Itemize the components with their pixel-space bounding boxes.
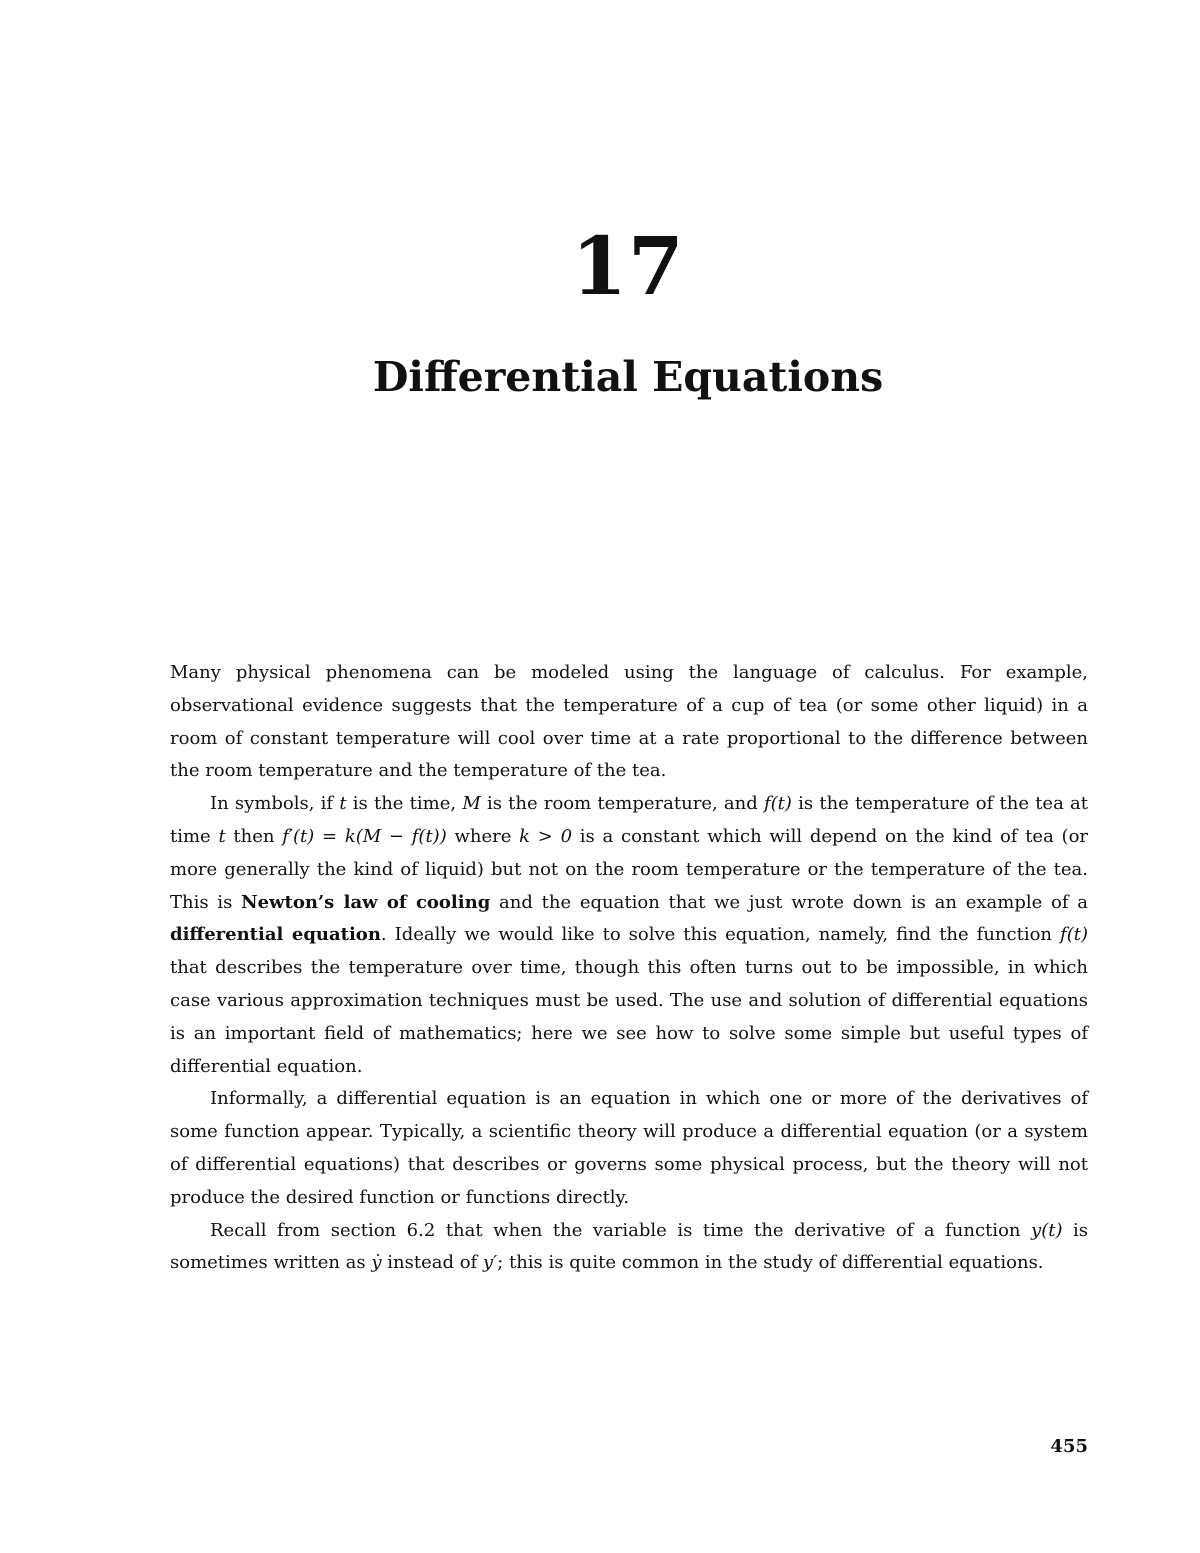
text-run: where [446, 825, 520, 847]
math-y-dot: ẏ [371, 1252, 382, 1274]
paragraph-informal-definition: Informally, a differential equation is an equation in which one or more of the derivatives of some function appear. Typically, a scientific theory will produce a differential equation (or a system of differential equations) that describes or governs some physical process, but the theory will not produce the desired function or functions directly. [170, 1088, 1088, 1208]
chapter-number: 17 [571, 219, 685, 313]
term-differential-equation: differential equation [170, 924, 381, 946]
text-run: that describes the temperature over time, though this often turns out to be impossible, in which case various approximation techniques must be used. The use and solution of differential equations is an important field of mathematics; here we see how to solve some simple but useful types of differential equation. [170, 957, 1088, 1077]
math-cooling-equation: f′(t) = k(M − f(t)) [282, 825, 447, 847]
math-f-of-t: f(t) [1060, 924, 1088, 946]
paragraph-intro: Many physical phenomena can be modeled using the language of calculus. For example, observational evidence suggests that the temperature of a cup of tea (or some other liquid) in a room of constant temperature will cool over time at a rate proportional to the difference between the room temperature and the temperature of the tea. [170, 662, 1088, 782]
text-run: is a constant which will depend on the kind of tea (or more generally the kind of liquid) but not on the room temperature or the temperature of the tea. This is [170, 825, 1089, 913]
math-t: t [339, 793, 347, 815]
math-M: M [462, 793, 481, 815]
paragraph-dot-notation [170, 1215, 1088, 1281]
text-run: then [225, 825, 283, 847]
math-f-of-t: f(t) [763, 793, 792, 815]
text-run: . Ideally we would like to solve this equation, namely, find the function [380, 924, 1061, 946]
math-y-of-t: y(t) [1031, 1219, 1063, 1241]
text-run: is the room temperature, and [480, 793, 764, 815]
math-y-prime: y′ [482, 1252, 498, 1274]
chapter-title: Differential Equations [372, 353, 884, 401]
term-newtons-law-of-cooling: Newton’s law of cooling [241, 891, 491, 913]
body-text [170, 657, 1088, 1280]
math-t: t [218, 825, 226, 847]
text-run: instead of [381, 1252, 483, 1274]
text-run: and the equation that we just wrote down is an example of a [490, 891, 1088, 913]
text-run: is sometimes written as [170, 1219, 1089, 1274]
paragraph-newtons-law [170, 788, 1088, 1083]
text-run: Recall from section 6.2 that when the variable is time the derivative of a function [210, 1219, 1032, 1241]
page-number: 455 [1050, 1436, 1088, 1457]
text-run: is the time, [346, 793, 463, 815]
text-run: ; this is quite common in the study of differential equations. [497, 1252, 1044, 1274]
text-run: is the temperature of the tea at time [170, 793, 1088, 847]
math-k-positive: k > 0 [519, 825, 573, 847]
text-run: In symbols, if [210, 793, 340, 815]
